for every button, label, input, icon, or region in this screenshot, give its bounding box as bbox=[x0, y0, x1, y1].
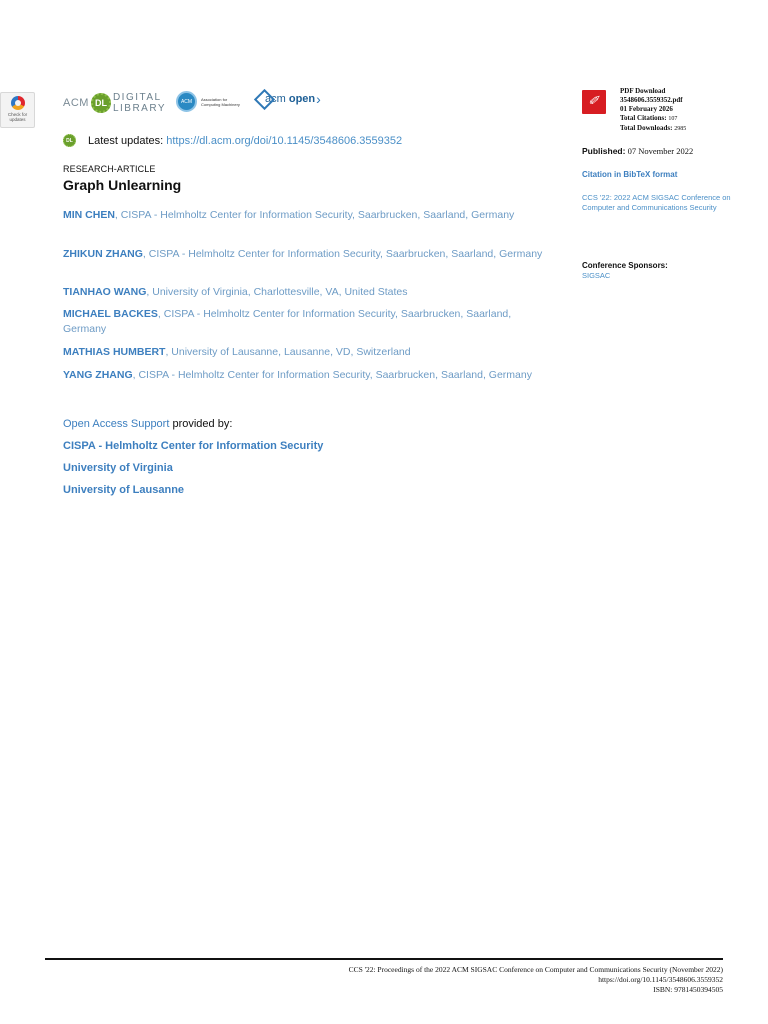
author-entry[interactable] bbox=[63, 247, 558, 262]
acm-open-logo[interactable] bbox=[257, 91, 321, 107]
author-entry[interactable] bbox=[63, 285, 558, 300]
open-access-support bbox=[63, 418, 232, 430]
check-for-updates-badge[interactable] bbox=[0, 92, 35, 128]
acm-association-logo[interactable] bbox=[176, 91, 245, 112]
open-access-provided-by: provided by: bbox=[169, 418, 233, 430]
article-type: RESEARCH-ARTICLE bbox=[63, 164, 156, 174]
conference-sponsor-link[interactable]: SIGSAC bbox=[582, 271, 611, 280]
pdf-download-title[interactable]: PDF Download bbox=[620, 87, 666, 95]
conference-link[interactable]: CCS '22: 2022 ACM SIGSAC Conference on Computer and Communications Security bbox=[582, 193, 731, 212]
open-access-institution[interactable]: University of Virginia bbox=[63, 462, 173, 474]
check-updates-label: Check for updates bbox=[7, 112, 28, 122]
total-downloads: Total Downloads: 2985 bbox=[620, 124, 687, 132]
author-name[interactable]: ZHIKUN ZHANG bbox=[63, 248, 143, 260]
acm-open-diamond-icon bbox=[254, 88, 275, 109]
latest-updates-link[interactable]: https://dl.acm.org/doi/10.1145/3548606.3559352 bbox=[166, 134, 403, 147]
acm-digital-library-logo[interactable] bbox=[63, 90, 166, 116]
open-access-link[interactable]: Open Access Support bbox=[63, 418, 170, 430]
author-name[interactable]: YANG ZHANG bbox=[63, 369, 133, 381]
conference-sponsors-label: Conference Sponsors: bbox=[582, 261, 668, 270]
published-label: Published: bbox=[582, 146, 626, 156]
author-name[interactable]: MIN CHEN bbox=[63, 209, 115, 221]
check-updates-icon bbox=[11, 96, 25, 110]
chevron-right-icon: › bbox=[316, 91, 321, 107]
footer-doi[interactable]: https://doi.org/10.1145/3548606.3559352 bbox=[598, 975, 723, 984]
author-name[interactable]: MICHAEL BACKES bbox=[63, 308, 158, 320]
published-value: 07 November 2022 bbox=[627, 146, 694, 156]
author-affiliation[interactable]: , CISPA - Helmholtz Center for Information Security, Saarbrucken, Saarland, Germany bbox=[142, 248, 543, 260]
published-date bbox=[582, 146, 693, 156]
author-affiliation[interactable]: , CISPA - Helmholtz Center for Information Security, Saarbrucken, Saarland, Germany bbox=[132, 369, 532, 381]
pdf-icon[interactable]: ✐ bbox=[582, 90, 606, 114]
open-access-institution[interactable]: University of Lausanne bbox=[63, 484, 185, 496]
author-affiliation[interactable]: , University of Lausanne, Lausanne, VD, Switzerland bbox=[165, 346, 411, 358]
author-entry[interactable] bbox=[63, 307, 528, 337]
dl-small-icon: DL bbox=[63, 134, 76, 147]
footer-divider bbox=[45, 958, 723, 960]
author-name[interactable]: MATHIAS HUMBERT bbox=[63, 346, 166, 358]
page-title: Graph Unlearning bbox=[63, 177, 182, 193]
acm-logo-text: ACM bbox=[63, 97, 89, 109]
pdf-filename: 3548606.3559352.pdf bbox=[620, 96, 683, 104]
footer-isbn: ISBN: 9781450394505 bbox=[653, 985, 723, 994]
author-affiliation[interactable]: , CISPA - Helmholtz Center for Information Security, Saarbrucken, Saarland, Germany bbox=[114, 209, 515, 221]
author-entry[interactable] bbox=[63, 345, 558, 360]
author-entry[interactable] bbox=[63, 208, 558, 223]
open-access-institution[interactable]: CISPA - Helmholtz Center for Information Security bbox=[63, 440, 324, 452]
total-citations: Total Citations: 107 bbox=[620, 114, 678, 122]
acm-seal-icon: ACM bbox=[176, 91, 197, 112]
dl-logo-icon: DL bbox=[91, 93, 111, 113]
digital-library-wordmark: DIGITAL LIBRARY bbox=[112, 92, 167, 114]
footer-citation bbox=[349, 965, 723, 995]
bibtex-citation-link[interactable]: Citation in BibTeX format bbox=[582, 170, 678, 179]
author-affiliation[interactable]: , CISPA - Helmholtz Center for Information Security, Saarbrucken, Saarland, Germany bbox=[63, 308, 512, 335]
author-name[interactable]: TIANHAO WANG bbox=[63, 286, 147, 298]
author-entry[interactable] bbox=[63, 368, 548, 383]
pdf-download-info[interactable] bbox=[620, 87, 686, 134]
latest-updates bbox=[63, 134, 402, 147]
latest-updates-label: Latest updates: bbox=[88, 134, 164, 147]
footer-proceedings: CCS '22: Proceedings of the 2022 ACM SIGSAC Conference on Computer and Communications Security (November 2022) bbox=[348, 965, 723, 974]
author-affiliation[interactable]: , University of Virginia, Charlottesville, VA, United States bbox=[146, 286, 408, 298]
acm-open-wordmark: acm open bbox=[265, 93, 316, 105]
association-name: Association for Computing Machinery bbox=[201, 96, 240, 107]
pdf-date: 01 February 2026 bbox=[620, 105, 673, 113]
